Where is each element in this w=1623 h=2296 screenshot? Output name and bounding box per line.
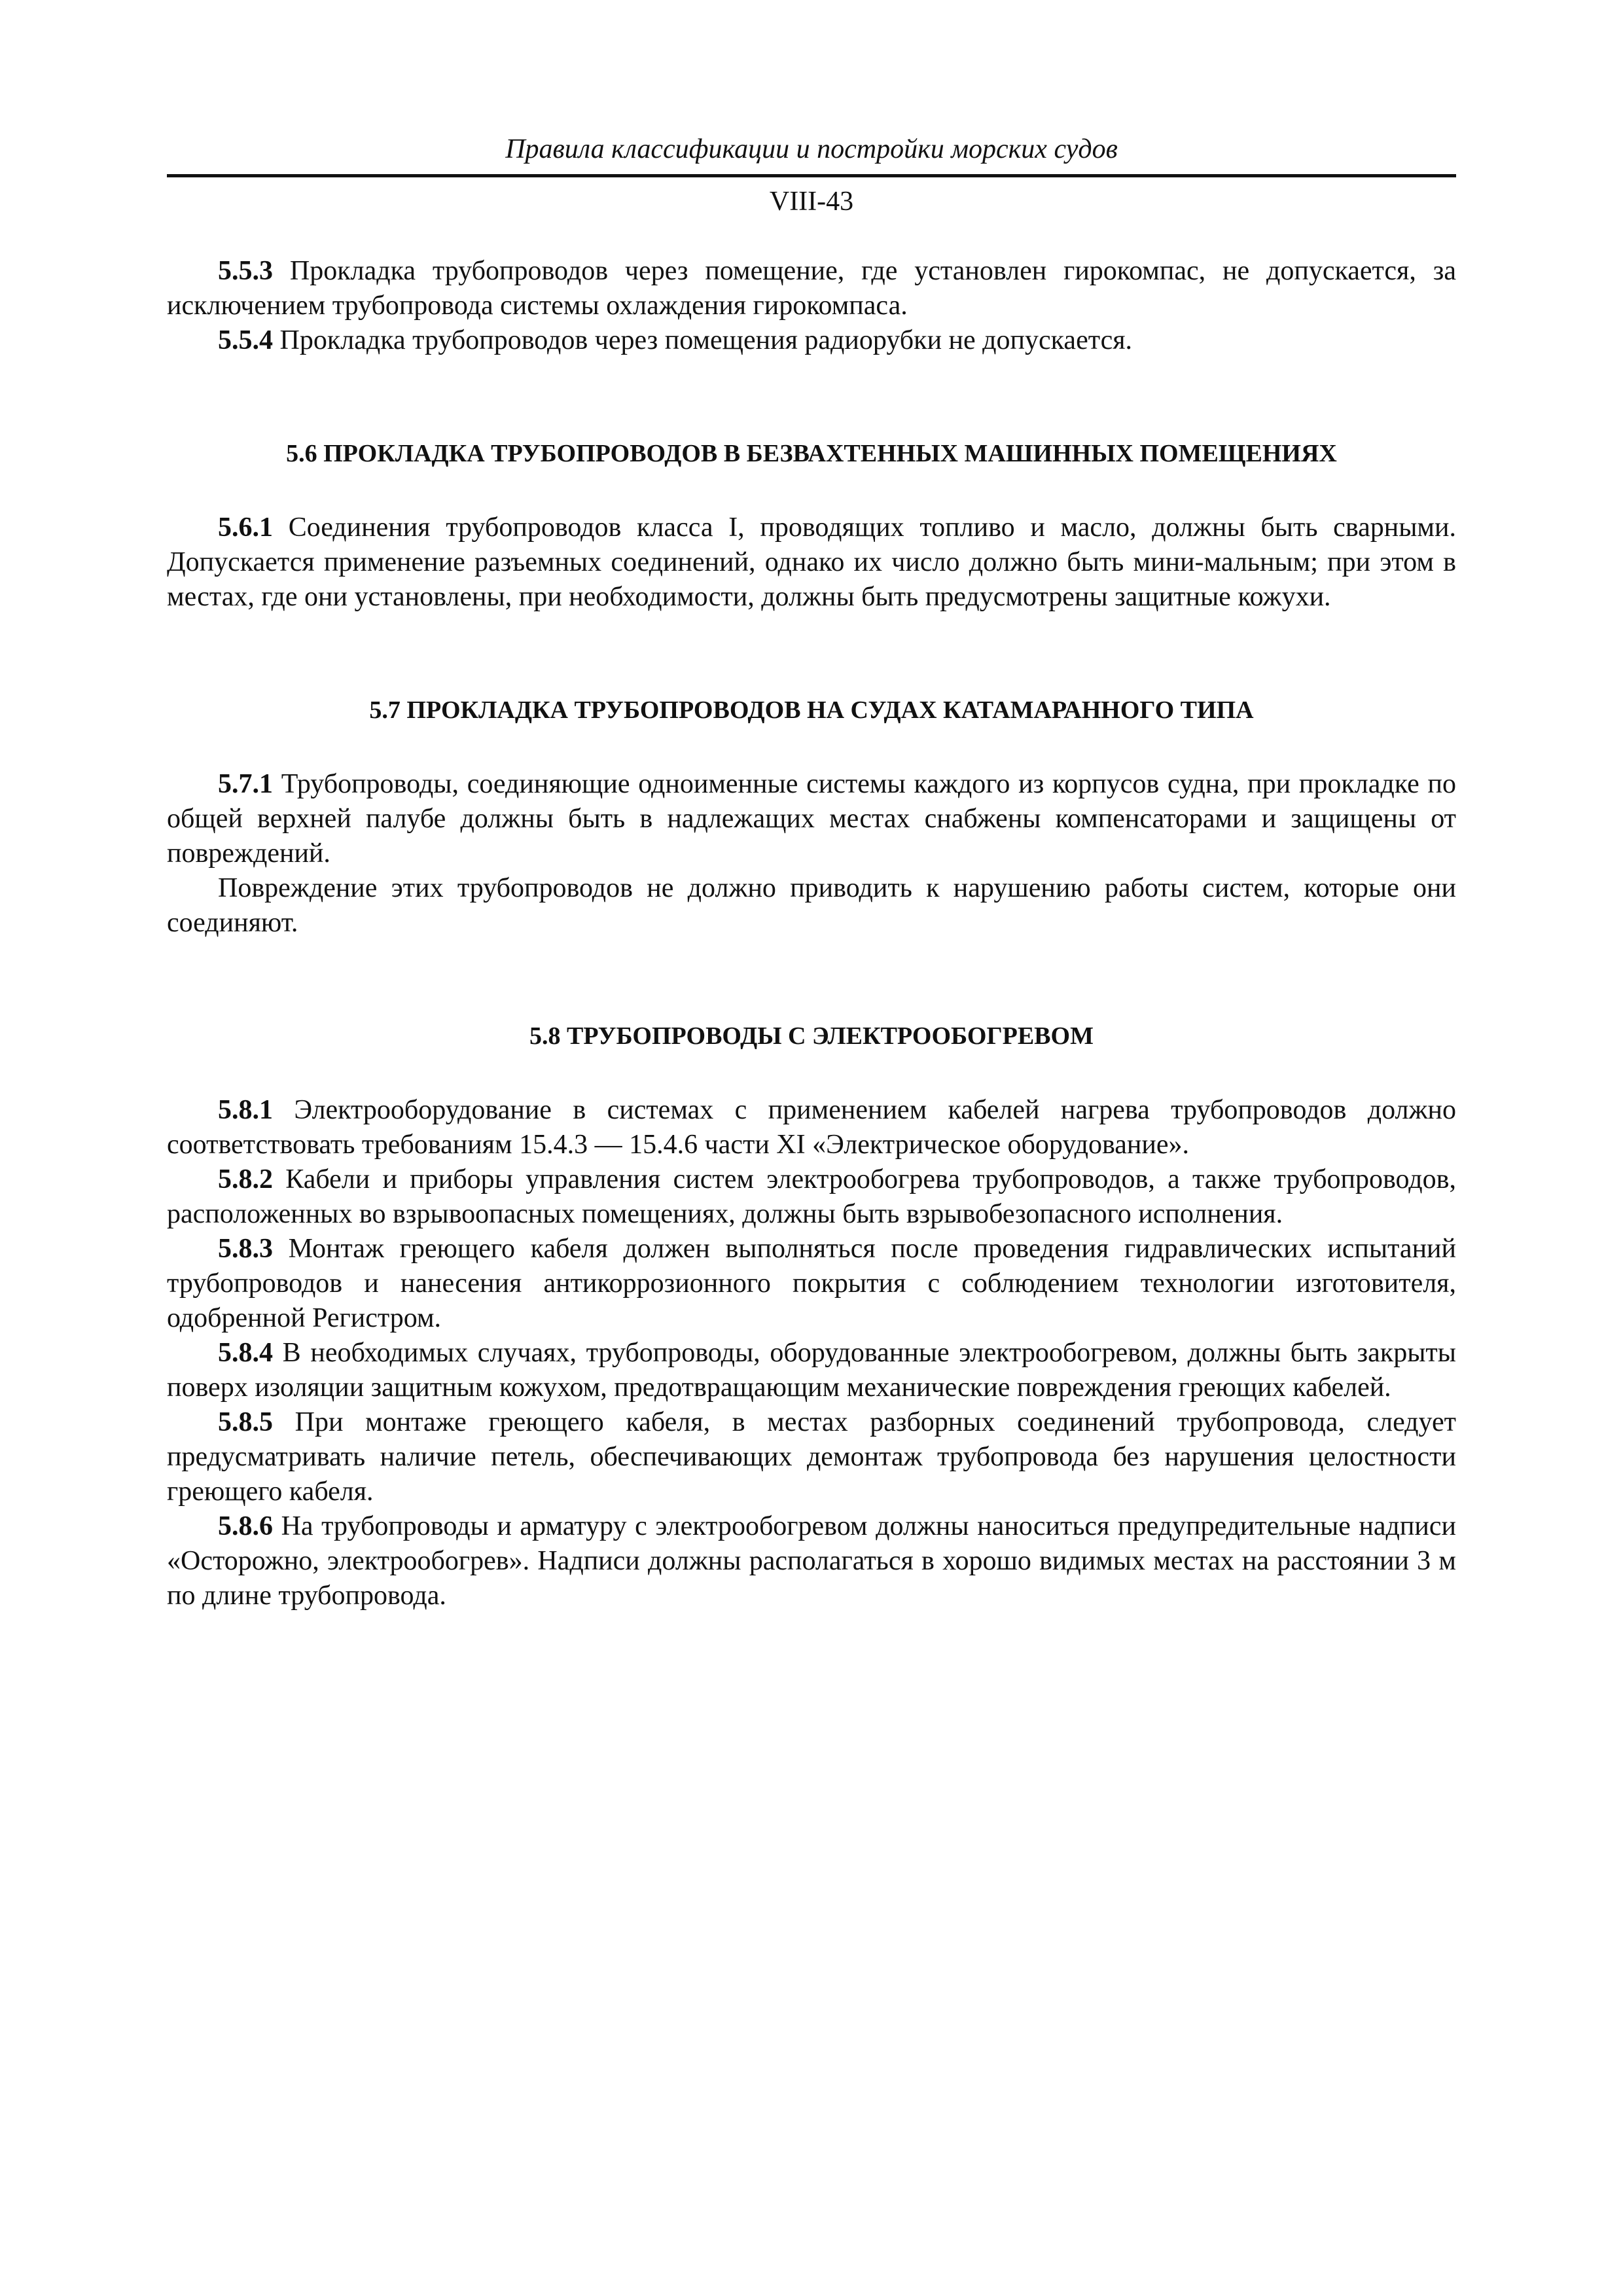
spacer (167, 728, 1456, 767)
clause-number: 5.8.4 (218, 1338, 273, 1368)
paragraph-5-8-5 (167, 1405, 1456, 1509)
paragraph-5-5-3 (167, 254, 1456, 323)
section-heading-5-7: 5.7 ПРОКЛАДКА ТРУБОПРОВОДОВ НА СУДАХ КАТАМАРАННОГО ТИПА (369, 696, 1254, 724)
spacer (167, 358, 1456, 437)
running-title: Правила классификации и постройки морских судов (505, 134, 1118, 164)
clause-text: На трубопроводы и арматуру с электрообогревом должны наноситься предупредительные надписи «Осторожно, электрообогрев». Надписи должны располагаться в хорошо видимых местах на расстоянии 3 м по длине трубопровода. (167, 1511, 1456, 1611)
clause-number: 5.7.1 (218, 769, 273, 799)
clause-text: При монтаже греющего кабеля, в местах разборных соединений трубопровода, следует предусматривать наличие петель, обеспечивающих демонтаж трубопровода без нарушения целостности греющего кабеля. (167, 1407, 1456, 1507)
paragraph-5-8-4 (167, 1336, 1456, 1405)
clause-text: Повреждение этих трубопроводов не должно приводить к нарушению работы систем, которые они соединяют. (167, 873, 1456, 938)
clause-text: Монтаж греющего кабеля должен выполняться после проведения гидравлических испытаний трубопроводов и нанесения антикоррозионного покрытия с соблюдением технологии изготовителя, одобренной Регистром. (167, 1234, 1456, 1333)
clause-number: 5.5.3 (218, 256, 273, 286)
paragraph-5-7-1 (167, 767, 1456, 871)
clause-text: Трубопроводы, соединяющие одноименные системы каждого из корпусов судна, при прокладке по общей верхней палубе должны быть в надлежащих местах снабжены компенсаторами и защищены от повреждений. (167, 769, 1456, 869)
paragraph-5-8-2 (167, 1162, 1456, 1232)
clause-number: 5.8.2 (218, 1164, 273, 1194)
clause-text: Кабели и приборы управления систем электрообогрева трубопроводов, а также трубопроводов, расположенных во взрывоопасных помещениях, должны быть взрывобезопасного исполнения. (167, 1164, 1456, 1229)
clause-text: Соединения трубопроводов класса I, проводящих топливо и масло, должны быть сварными. Допускается применение разъемных соединений, однако их число должно быть мини-мальным; при этом в местах, где они установлены, при необходимости, должны быть предусмотрены защитные кожухи. (167, 512, 1456, 612)
clause-text: Прокладка трубопроводов через помещения радиорубки не допускается. (273, 325, 1133, 355)
clause-number: 5.8.3 (218, 1234, 273, 1264)
clause-number: 5.8.6 (218, 1511, 273, 1541)
clause-number: 5.6.1 (218, 512, 273, 543)
paragraph-5-5-4 (167, 323, 1456, 358)
paragraph-5-7-1-continued (167, 871, 1456, 941)
paragraph-5-8-6 (167, 1509, 1456, 1613)
spacer (167, 615, 1456, 693)
clause-number: 5.8.5 (218, 1407, 273, 1437)
clause-number: 5.8.1 (218, 1095, 273, 1125)
clause-text: Электрооборудование в системах с применением кабелей нагрева трубопроводов должно соответствовать требованиям 15.4.3 — 15.4.6 части XI «Электрическое оборудование». (167, 1095, 1456, 1160)
paragraph-5-8-3 (167, 1232, 1456, 1336)
header-rule (167, 174, 1456, 177)
section-heading-5-8: 5.8 ТРУБОПРОВОДЫ С ЭЛЕКТРООБОГРЕВОМ (529, 1022, 1094, 1050)
clause-text: Прокладка трубопроводов через помещение, где установлен гирокомпас, не допускается, за исключением трубопровода системы охлаждения гирокомпаса. (167, 256, 1456, 321)
document-body (167, 254, 1456, 1613)
paragraph-5-6-1 (167, 511, 1456, 615)
spacer (167, 941, 1456, 1019)
spacer (167, 471, 1456, 511)
clause-text: В необходимых случаях, трубопроводы, оборудованные электрообогревом, должны быть закрыты поверх изоляции защитным кожухом, предотвращающим механические повреждения греющих кабелей. (167, 1338, 1456, 1403)
spacer (167, 1054, 1456, 1093)
paragraph-5-8-1 (167, 1093, 1456, 1162)
section-heading-5-6: 5.6 ПРОКЛАДКА ТРУБОПРОВОДОВ В БЕЗВАХТЕННЫХ МАШИННЫХ ПОМЕЩЕНИЯХ (286, 440, 1337, 467)
page-number: VIII-43 (769, 187, 854, 217)
clause-number: 5.5.4 (218, 325, 273, 355)
